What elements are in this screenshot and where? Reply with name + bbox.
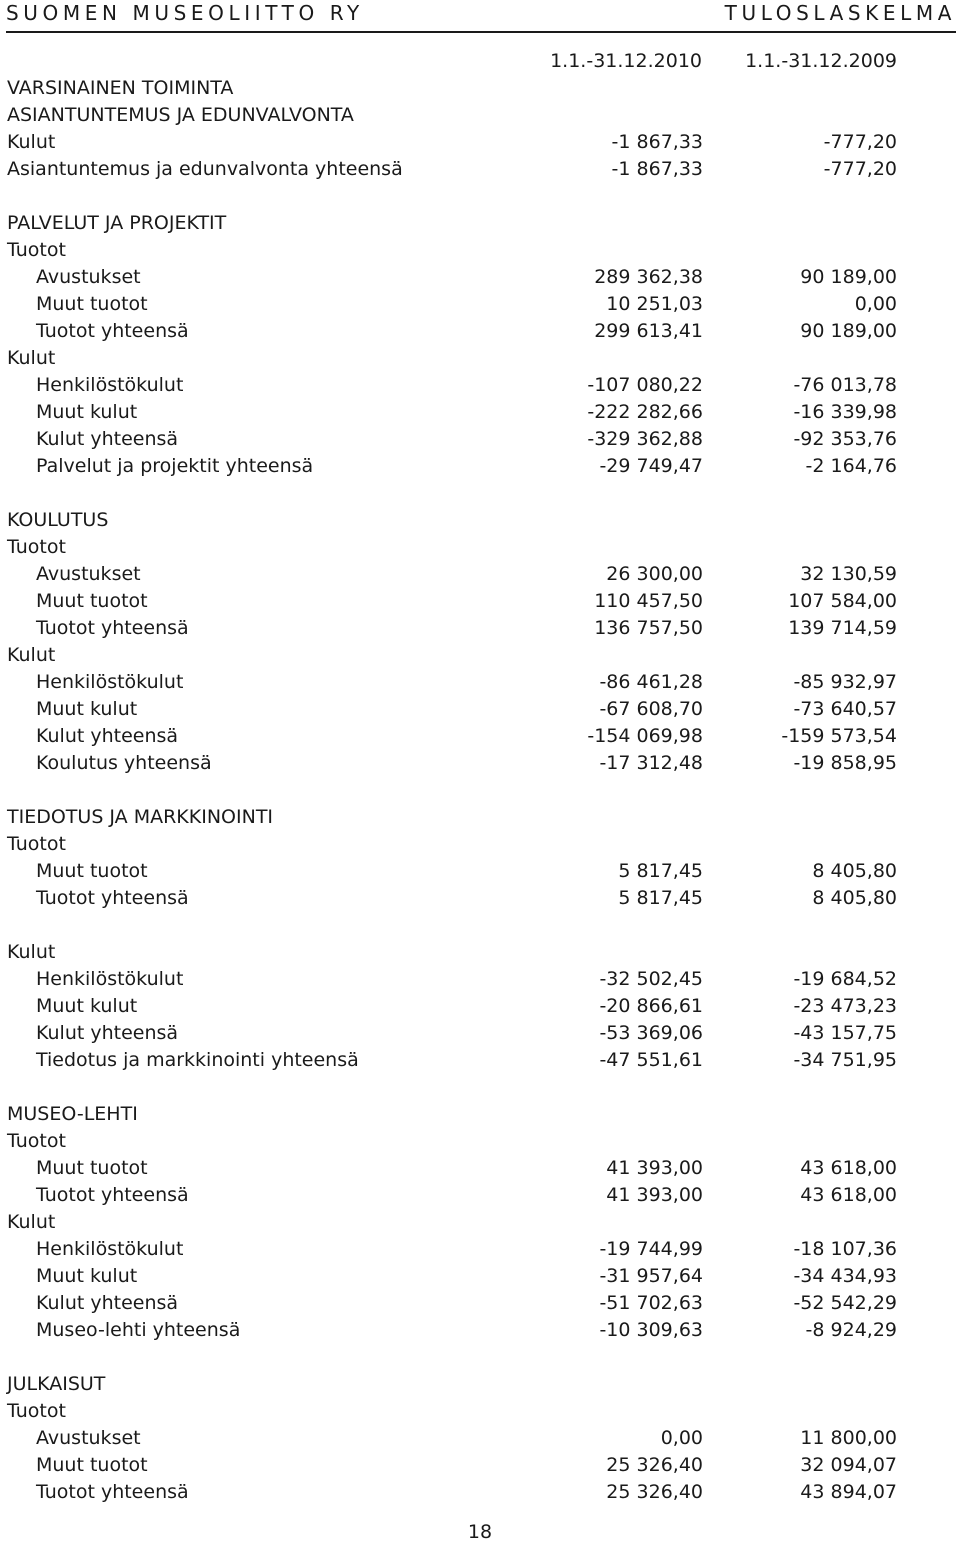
row-label: Museo-lehti yhteensä: [36, 1319, 241, 1341]
statement-row: [0, 453, 960, 480]
value-2010: -47 551,61: [599, 1049, 703, 1071]
row-label: Koulutus yhteensä: [36, 752, 212, 774]
value-2009: 90 189,00: [800, 320, 897, 342]
statement-row: [0, 1317, 960, 1344]
row-label: ASIANTUNTEMUS JA EDUNVALVONTA: [7, 104, 354, 126]
value-2009: 32 130,59: [800, 563, 897, 585]
document-header: [0, 0, 960, 36]
value-2010: 299 613,41: [594, 320, 703, 342]
statement-row: [0, 237, 960, 264]
statement-row: [0, 156, 960, 183]
value-2010: -51 702,63: [599, 1292, 703, 1314]
statement-row: [0, 102, 960, 129]
value-2009: -52 542,29: [793, 1292, 897, 1314]
statement-row: [0, 1263, 960, 1290]
statement-row: [0, 426, 960, 453]
organization-name: SUOMEN MUSEOLIITTO RY: [6, 1, 364, 25]
row-label: Tuotot: [7, 536, 66, 558]
row-label: Kulut: [7, 347, 56, 369]
row-label: Kulut: [7, 644, 56, 666]
value-2009: 43 618,00: [800, 1157, 897, 1179]
row-label: Asiantuntemus ja edunvalvonta yhteensä: [7, 158, 403, 180]
statement-row: [0, 345, 960, 372]
statement-row: [0, 804, 960, 831]
row-label: Tuotot: [7, 239, 66, 261]
row-label: Tuotot yhteensä: [36, 617, 189, 639]
value-2010: -32 502,45: [599, 968, 703, 990]
value-2010: -67 608,70: [599, 698, 703, 720]
value-2009: -34 434,93: [793, 1265, 897, 1287]
row-label: Avustukset: [36, 266, 141, 288]
value-2010: -29 749,47: [599, 455, 703, 477]
statement-row: [0, 993, 960, 1020]
page-number: 18: [467, 1521, 493, 1543]
value-2010: -222 282,66: [587, 401, 703, 423]
row-label: Kulut: [7, 131, 56, 153]
statement-row: [0, 885, 960, 912]
value-2009: -85 932,97: [793, 671, 897, 693]
statement-row: [0, 1452, 960, 1479]
value-2009: 11 800,00: [800, 1427, 897, 1449]
value-2009: 8 405,80: [812, 887, 897, 909]
value-2010: 289 362,38: [594, 266, 703, 288]
statement-row: [0, 1290, 960, 1317]
value-2009: -16 339,98: [793, 401, 897, 423]
value-2010: 136 757,50: [594, 617, 703, 639]
value-2009: 107 584,00: [788, 590, 897, 612]
value-2010: 25 326,40: [606, 1454, 703, 1476]
value-2009: -18 107,36: [793, 1238, 897, 1260]
row-label: Henkilöstökulut: [36, 671, 184, 693]
value-2010: -86 461,28: [599, 671, 703, 693]
period-2010-header: 1.1.-31.12.2010: [550, 50, 702, 72]
statement-row: [0, 642, 960, 669]
row-label: Henkilöstökulut: [36, 1238, 184, 1260]
value-2010: -53 369,06: [599, 1022, 703, 1044]
value-2010: 26 300,00: [606, 563, 703, 585]
value-2010: 110 457,50: [594, 590, 703, 612]
row-label: PALVELUT JA PROJEKTIT: [7, 212, 227, 234]
statement-row: [0, 939, 960, 966]
statement-row: [0, 1425, 960, 1452]
value-2010: 41 393,00: [606, 1157, 703, 1179]
statement-row: [0, 1101, 960, 1128]
row-label: JULKAISUT: [7, 1373, 106, 1395]
value-2010: -329 362,88: [587, 428, 703, 450]
document-type: TULOSLASKELMA: [724, 1, 956, 25]
value-2009: -23 473,23: [793, 995, 897, 1017]
value-2009: 43 618,00: [800, 1184, 897, 1206]
spacer-row: [0, 912, 960, 939]
value-2009: 139 714,59: [788, 617, 897, 639]
spacer-row: [0, 777, 960, 804]
statement-row: [0, 1020, 960, 1047]
statement-row: [0, 318, 960, 345]
value-2009: -43 157,75: [793, 1022, 897, 1044]
row-label: Muut tuotot: [36, 1157, 148, 1179]
value-2009: 32 094,07: [800, 1454, 897, 1476]
statement-row: [0, 1371, 960, 1398]
value-2009: 0,00: [854, 293, 897, 315]
statement-row: [0, 534, 960, 561]
row-label: Muut tuotot: [36, 1454, 148, 1476]
value-2010: -154 069,98: [587, 725, 703, 747]
value-2010: 41 393,00: [606, 1184, 703, 1206]
statement-row: [0, 1182, 960, 1209]
value-2009: -159 573,54: [781, 725, 897, 747]
value-2010: 5 817,45: [618, 887, 703, 909]
row-label: Kulut yhteensä: [36, 725, 179, 747]
statement-row: [0, 1236, 960, 1263]
row-label: Kulut: [7, 941, 56, 963]
value-2010: -107 080,22: [587, 374, 703, 396]
row-label: Kulut yhteensä: [36, 1292, 179, 1314]
statement-row: [0, 291, 960, 318]
value-2009: -2 164,76: [805, 455, 897, 477]
row-label: Tuotot yhteensä: [36, 320, 189, 342]
row-label: Tuotot yhteensä: [36, 1184, 189, 1206]
row-label: VARSINAINEN TOIMINTA: [7, 77, 234, 99]
row-label: Muut kulut: [36, 995, 138, 1017]
statement-row: [0, 1128, 960, 1155]
row-label: Muut tuotot: [36, 860, 148, 882]
statement-row: [0, 1398, 960, 1425]
value-2010: 5 817,45: [618, 860, 703, 882]
statement-row: [0, 399, 960, 426]
statement-row: [0, 264, 960, 291]
value-2010: 10 251,03: [606, 293, 703, 315]
row-label: Tuotot yhteensä: [36, 1481, 189, 1503]
statement-row: [0, 588, 960, 615]
statement-row: [0, 1479, 960, 1506]
value-2010: -20 866,61: [599, 995, 703, 1017]
statement-row: [0, 615, 960, 642]
row-label: Palvelut ja projektit yhteensä: [36, 455, 314, 477]
value-2009: 43 894,07: [800, 1481, 897, 1503]
value-2009: -8 924,29: [805, 1319, 897, 1341]
row-label: Muut kulut: [36, 698, 138, 720]
row-label: Avustukset: [36, 563, 141, 585]
value-2009: -777,20: [823, 131, 897, 153]
statement-row: [0, 1047, 960, 1074]
row-label: Kulut yhteensä: [36, 1022, 179, 1044]
value-2010: -17 312,48: [599, 752, 703, 774]
statement-row: [0, 669, 960, 696]
value-2010: -1 867,33: [611, 158, 703, 180]
statement-row: [0, 561, 960, 588]
statement-row: [0, 507, 960, 534]
header-rule: [6, 31, 956, 33]
row-label: Tuotot: [7, 833, 66, 855]
statement-row: [0, 1209, 960, 1236]
statement-row: [0, 210, 960, 237]
row-label: MUSEO-LEHTI: [7, 1103, 138, 1125]
value-2010: -1 867,33: [611, 131, 703, 153]
value-2010: 0,00: [660, 1427, 703, 1449]
row-label: Tuotot: [7, 1130, 66, 1152]
row-label: Kulut: [7, 1211, 56, 1233]
row-label: KOULUTUS: [7, 509, 109, 531]
value-2009: -19 858,95: [793, 752, 897, 774]
value-2010: -31 957,64: [599, 1265, 703, 1287]
value-2009: 90 189,00: [800, 266, 897, 288]
value-2010: -19 744,99: [599, 1238, 703, 1260]
statement-row: [0, 696, 960, 723]
row-label: Avustukset: [36, 1427, 141, 1449]
statement-row: [0, 372, 960, 399]
value-2009: -19 684,52: [793, 968, 897, 990]
row-label: Muut kulut: [36, 1265, 138, 1287]
value-2009: -92 353,76: [793, 428, 897, 450]
row-label: Kulut yhteensä: [36, 428, 179, 450]
row-label: Muut tuotot: [36, 293, 148, 315]
row-label: Muut kulut: [36, 401, 138, 423]
spacer-row: [0, 1344, 960, 1371]
spacer-row: [0, 480, 960, 507]
statement-row: [0, 1155, 960, 1182]
value-2009: -76 013,78: [793, 374, 897, 396]
statement-row: [0, 831, 960, 858]
statement-row: [0, 75, 960, 102]
statement-row: [0, 750, 960, 777]
statement-row: [0, 858, 960, 885]
row-label: Tuotot yhteensä: [36, 887, 189, 909]
value-2009: -777,20: [823, 158, 897, 180]
spacer-row: [0, 183, 960, 210]
value-2009: -73 640,57: [793, 698, 897, 720]
statement-row: [0, 966, 960, 993]
row-label: Tuotot: [7, 1400, 66, 1422]
row-label: TIEDOTUS JA MARKKINOINTI: [7, 806, 274, 828]
value-2009: -34 751,95: [793, 1049, 897, 1071]
statement-row: [0, 723, 960, 750]
spacer-row: [0, 1074, 960, 1101]
statement-row: [0, 129, 960, 156]
period-2009-header: 1.1.-31.12.2009: [745, 50, 897, 72]
row-label: Henkilöstökulut: [36, 968, 184, 990]
row-label: Muut tuotot: [36, 590, 148, 612]
value-2010: 25 326,40: [606, 1481, 703, 1503]
value-2009: 8 405,80: [812, 860, 897, 882]
row-label: Tiedotus ja markkinointi yhteensä: [36, 1049, 359, 1071]
value-2010: -10 309,63: [599, 1319, 703, 1341]
income-statement-table: [0, 75, 960, 1506]
row-label: Henkilöstökulut: [36, 374, 184, 396]
